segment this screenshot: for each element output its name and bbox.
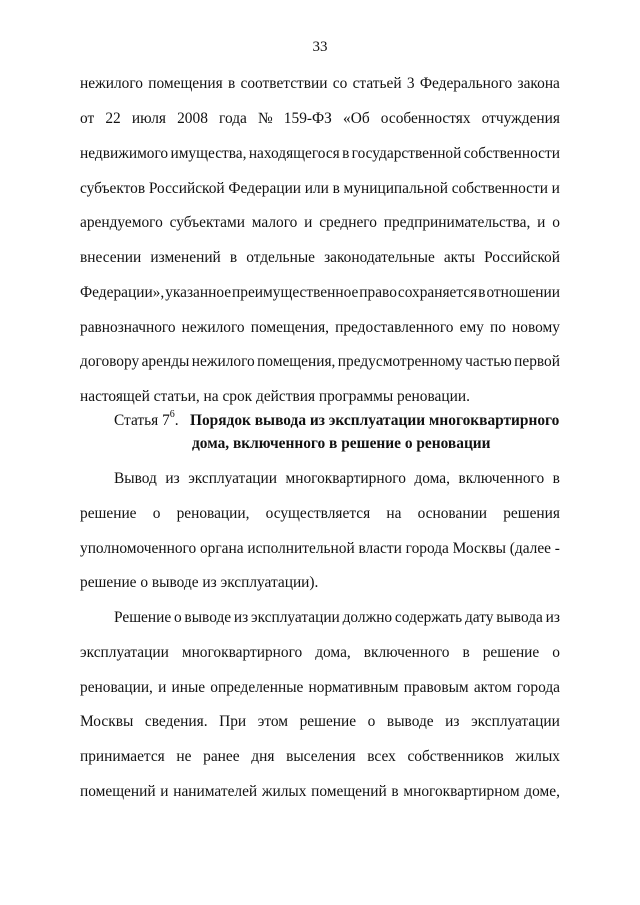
word: вывода xyxy=(496,609,543,626)
paragraph-line xyxy=(80,283,560,303)
word: № xyxy=(257,110,273,127)
word: нежилого xyxy=(181,319,245,336)
word: и xyxy=(537,214,546,231)
word: малого xyxy=(251,214,298,231)
word: принимается xyxy=(80,748,165,765)
word: города xyxy=(516,679,560,696)
word: аренды xyxy=(141,353,190,370)
word: в xyxy=(229,249,238,266)
paragraph-line xyxy=(80,213,560,233)
word: выселения xyxy=(286,748,356,765)
word: на xyxy=(386,505,402,522)
word: - xyxy=(554,540,560,557)
word: Федерации», xyxy=(80,284,165,301)
word: иные xyxy=(171,679,206,696)
paragraph-line-last: настоящей статьи, на срок действия программы реновации. xyxy=(80,388,470,405)
word: право xyxy=(359,284,397,301)
word: в xyxy=(332,180,340,197)
word: особенностях xyxy=(380,110,471,127)
word: Москвы xyxy=(452,540,506,557)
word: (далее xyxy=(509,540,551,557)
word: ему xyxy=(459,319,484,336)
word: собственности xyxy=(451,180,548,197)
word: среднего xyxy=(319,214,377,231)
word: правовым xyxy=(403,679,469,696)
article-superscript: 6 xyxy=(169,408,175,420)
word: «Об xyxy=(343,110,370,127)
word: в xyxy=(478,284,486,301)
word: собственности xyxy=(463,145,560,162)
word: в xyxy=(462,644,470,661)
word: преимущественное xyxy=(232,284,359,301)
word: всех xyxy=(367,748,396,765)
paragraph-line xyxy=(80,109,560,129)
word: о xyxy=(152,505,161,522)
word: в xyxy=(552,470,560,487)
word: дня xyxy=(251,748,275,765)
word: эксплуатации xyxy=(80,644,169,661)
word: выводе xyxy=(386,713,434,730)
paragraph-line xyxy=(80,539,560,559)
word: выводе xyxy=(184,609,232,626)
word: включенного xyxy=(458,470,545,487)
article-heading xyxy=(114,408,560,431)
word: города xyxy=(405,540,449,557)
word: реновации, xyxy=(176,505,250,522)
word: ранее xyxy=(203,748,240,765)
word: июля xyxy=(131,110,166,127)
word: первой xyxy=(514,353,560,370)
word: и xyxy=(158,679,167,696)
word: Москвы xyxy=(80,713,134,730)
paragraph-line xyxy=(80,643,560,663)
word: 22 xyxy=(105,110,121,127)
word: помещений xyxy=(80,783,156,800)
word: жилых xyxy=(261,783,307,800)
word: о xyxy=(552,644,560,661)
word: Федерации xyxy=(228,180,302,197)
paragraph-line xyxy=(80,179,560,199)
paragraph-line xyxy=(80,74,560,94)
word: дома, xyxy=(315,644,351,661)
article-title-line1: Порядок вывода из эксплуатации многоквартирного xyxy=(190,412,560,429)
word: эксплуатации xyxy=(250,609,340,626)
word: в xyxy=(342,145,350,162)
word: включенного xyxy=(363,644,450,661)
word: из xyxy=(233,609,249,626)
word: нежилого xyxy=(191,353,255,370)
word: Российской xyxy=(484,249,560,266)
page-number: 33 xyxy=(312,39,328,55)
word: 2008 xyxy=(177,110,208,127)
word: в xyxy=(391,783,399,800)
paragraph-line xyxy=(80,144,560,164)
word: сохраняется xyxy=(397,284,478,301)
word: о xyxy=(173,609,182,626)
word: Решение xyxy=(114,609,172,626)
word: решения xyxy=(503,505,560,522)
paragraph-line xyxy=(80,712,560,732)
word: со xyxy=(332,75,348,92)
word: соответствии xyxy=(240,75,328,92)
word: по xyxy=(489,319,506,336)
word: содержать xyxy=(394,609,463,626)
word: предусмотренному xyxy=(337,353,463,370)
word: законодательные xyxy=(324,249,435,266)
word: частью xyxy=(465,353,512,370)
word: многоквартирного xyxy=(285,470,406,487)
word: нежилого xyxy=(80,75,143,92)
word: из xyxy=(545,609,560,626)
word: нормативным xyxy=(308,679,399,696)
word: государственной xyxy=(351,145,462,162)
word: акты xyxy=(443,249,476,266)
word: предоставленного xyxy=(335,319,454,336)
word: актом xyxy=(473,679,512,696)
article-label xyxy=(114,408,190,431)
word: основании xyxy=(417,505,488,522)
word: собственников xyxy=(407,748,504,765)
word: из xyxy=(445,713,460,730)
word: реновации, xyxy=(80,679,153,696)
paragraph-line xyxy=(80,352,560,372)
word: или xyxy=(304,180,329,197)
word: муниципальной xyxy=(343,180,448,197)
word: решение xyxy=(299,713,357,730)
paragraph-line xyxy=(114,608,560,628)
word: субъектами xyxy=(169,214,245,231)
word: решение xyxy=(80,505,137,522)
word: в xyxy=(227,75,236,92)
word: новому xyxy=(512,319,560,336)
word: Российской xyxy=(148,180,225,197)
word: Вывод xyxy=(114,470,157,487)
word: помещения, xyxy=(250,319,329,336)
word: указанное xyxy=(165,284,232,301)
article-number: Статья 7 xyxy=(114,412,170,429)
word: нанимателей xyxy=(173,783,258,800)
word: власти xyxy=(358,540,402,557)
word: сведения. xyxy=(144,713,208,730)
paragraph-line xyxy=(80,504,560,524)
word: помещения xyxy=(148,75,223,92)
word: статьей xyxy=(352,75,402,92)
word: закона xyxy=(517,75,560,92)
word: органа xyxy=(199,540,244,557)
word: отношении xyxy=(486,284,560,301)
paragraph-line-last: решение о выводе из эксплуатации). xyxy=(80,574,319,591)
word: не xyxy=(176,748,192,765)
word: осуществляется xyxy=(265,505,371,522)
word: помещений xyxy=(311,783,387,800)
word: о xyxy=(367,713,376,730)
paragraph-line xyxy=(80,782,560,802)
word: жилых xyxy=(515,748,560,765)
word: Федерального xyxy=(419,75,513,92)
paragraph-line xyxy=(80,318,560,338)
word: года xyxy=(219,110,247,127)
word: 3 xyxy=(406,75,415,92)
word: предпринимательства, xyxy=(383,214,531,231)
paragraph-line xyxy=(80,248,560,268)
word: многоквартирном xyxy=(403,783,520,800)
word: равнозначного xyxy=(80,319,176,336)
word: эксплуатации xyxy=(471,713,560,730)
word: имущества, xyxy=(170,145,247,162)
word: и xyxy=(304,214,313,231)
word: внесении xyxy=(80,249,142,266)
word: договору xyxy=(80,353,140,370)
word: изменений xyxy=(150,249,221,266)
word: находящегося xyxy=(248,145,340,162)
word: и xyxy=(160,783,169,800)
word: из xyxy=(165,470,180,487)
word: дату xyxy=(464,609,494,626)
word: 159-ФЗ xyxy=(283,110,332,127)
paragraph-line xyxy=(80,747,560,767)
word: решение xyxy=(482,644,540,661)
word: При xyxy=(219,713,247,730)
word: дома, xyxy=(414,470,450,487)
word: недвижимого xyxy=(80,145,169,162)
word: о xyxy=(552,214,560,231)
word: этом xyxy=(257,713,289,730)
word: отдельные xyxy=(246,249,315,266)
word: арендуемого xyxy=(80,214,163,231)
word: эксплуатации xyxy=(188,470,278,487)
word: многоквартирного xyxy=(181,644,303,661)
word: должно xyxy=(342,609,393,626)
word: и xyxy=(551,180,560,197)
paragraph-line xyxy=(114,469,560,489)
article-title-line2: дома, включенного в решение о реновации xyxy=(192,435,491,452)
word: исполнительной xyxy=(247,540,355,557)
word: помещения, xyxy=(257,353,336,370)
word: от xyxy=(80,110,95,127)
word: определенные xyxy=(210,679,304,696)
paragraph-line xyxy=(80,678,560,698)
article-suffix: . xyxy=(174,412,179,429)
word: уполномоченного xyxy=(80,540,197,557)
word: отчуждения xyxy=(481,110,560,127)
word: субъектов xyxy=(80,180,146,197)
word: доме, xyxy=(524,783,560,800)
